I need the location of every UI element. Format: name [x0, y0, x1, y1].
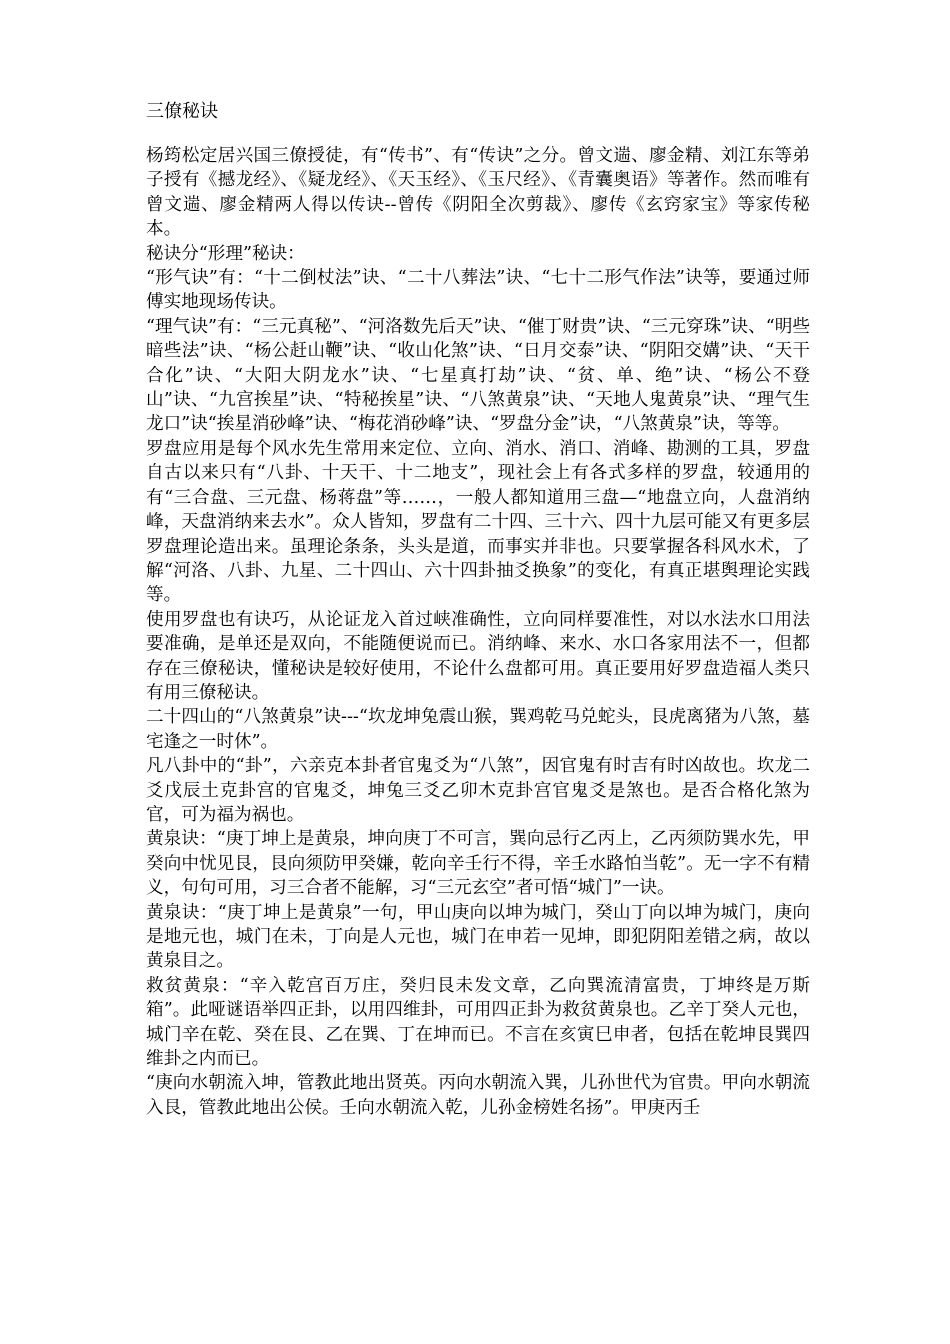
document-body [146, 144, 810, 1120]
paragraph-compass: 罗盘应用是每个风水先生常用来定位、立向、消水、消口、消峰、勘测的工具，罗盘自古以来只有“八卦、十天干、十二地支”，现社会上有各式多样的罗盘，较通用的有“三合盘、三元盘、杨蒋盘”等……，一般人都知道用三盘—“地盘立向，人盘消纳峰，天盘消纳来去水”。众人皆知，罗盘有二十四、三十六、四十九层可能又有更多层罗盘理论造出来。虽理论条条，头头是道，而事实并非也。只要掌握各科风水术，了解“河洛、八卦、九星、二十四山、六十四卦抽爻换象”的变化，有真正堪舆理论实践等。 [146, 438, 810, 606]
paragraph-secret-types: 秘诀分“形理”秘诀： [146, 243, 305, 264]
paragraph-liqi: “理气诀”有：“三元真秘”、“河洛数先后天”诀、“催丁财贵”诀、“三元穿珠”诀、“明些暗些法”诀、“杨公赶山鞭”诀、“收山化煞”诀、“日月交泰”诀、“阴阳交媾”诀、“天干合化”诀、“大阳大阴龙水”诀、“七星真打劫”诀、“贫、单、绝”诀、“杨公不登山”诀、“九宫挨星”诀、“特秘挨星”诀、“八煞黄泉”诀、“天地人鬼黄泉”诀、“理气生龙口”诀“挨星消砂峰”诀、“梅花消砂峰”诀、“罗盘分金”诀，“八煞黄泉”诀，等等。 [146, 316, 810, 435]
paragraph-jiupin: 救贫黄泉：“辛入乾宫百万庄，癸归艮未发文章，乙向巽流清富贵，丁坤终是万斯箱”。此哑谜语举四正卦，以用四维卦，可用四正卦为救贫黄泉也。乙辛丁癸人元也，城门辛在乾、癸在艮、乙在巽、丁在坤而已。不言在亥寅巳申者，包括在乾坤艮巽四维卦之内而已。 [146, 975, 810, 1070]
paragraph-water-direction: “庚向水朝流入坤，管教此地出贤英。丙向水朝流入巽，儿孙世代为官贵。甲向水朝流入艮，管教此地出公侯。壬向水朝流入乾，儿孙金榜姓名扬”。甲庚丙壬 [146, 1073, 810, 1118]
paragraph-intro: 杨筠松定居兴国三僚授徒，有“传书”、有“传诀”之分。曾文遄、廖金精、刘江东等弟子授有《撼龙经》、《疑龙经》、《天玉经》、《玉尺经》、《青囊奥语》等著作。然而唯有曾文遄、廖金精两人得以传诀--曾传《阴阳全次剪裁》、廖传《玄窍家宝》等家传秘本。 [146, 146, 810, 240]
document-title: 三僚秘诀 [146, 101, 218, 122]
paragraph-compass-usage: 使用罗盘也有诀巧，从论证龙入首过峡准确性，立向同样要准性，对以水法水口用法要准确，是单还是双向，不能随便说而已。消纳峰、来水、水口各家用法不一，但都存在三僚秘诀，懂秘诀是较好使用，不论什么盘都可用。真正要用好罗盘造福人类只有用三僚秘诀。 [146, 609, 810, 703]
paragraph-bagua: 凡八卦中的“卦”，六亲克本卦者官鬼爻为“八煞”，因官鬼有时吉有时凶故也。坎龙二爻戊辰土克卦宫的官鬼爻，坤兔三爻乙卯木克卦宫官鬼爻是煞也。是否合格化煞为官，可为福为祸也。 [146, 756, 810, 825]
paragraph-xingqi: “形气诀”有：“十二倒杖法”诀、“二十八葬法”诀、“七十二形气作法”诀等，要通过师傅实地现场传诀。 [146, 268, 810, 313]
paragraph-huangquan: 黄泉诀：“庚丁坤上是黄泉，坤向庚丁不可言，巽向忌行乙丙上，乙丙须防巽水先，甲癸向中忧见艮，艮向须防甲癸嫌，乾向辛壬行不得，辛壬水路怕当乾”。无一字不有精义，句句可用，习三合者不能解，习“三元玄空”者可悟“城门”一诀。 [146, 829, 810, 899]
paragraph-huangquan-detail: 黄泉诀：“庚丁坤上是黄泉”一句，甲山庚向以坤为城门，癸山丁向以坤为城门，庚向是地元也，城门在未，丁向是人元也，城门在申若一见坤，即犯阴阳差错之病，故以黄泉目之。 [146, 902, 810, 972]
paragraph-basha: 二十四山的“八煞黄泉”诀---“坎龙坤兔震山猴，巽鸡乾马兑蛇头，艮虎离猪为八煞，墓宅逢之一时休”。 [146, 707, 810, 752]
